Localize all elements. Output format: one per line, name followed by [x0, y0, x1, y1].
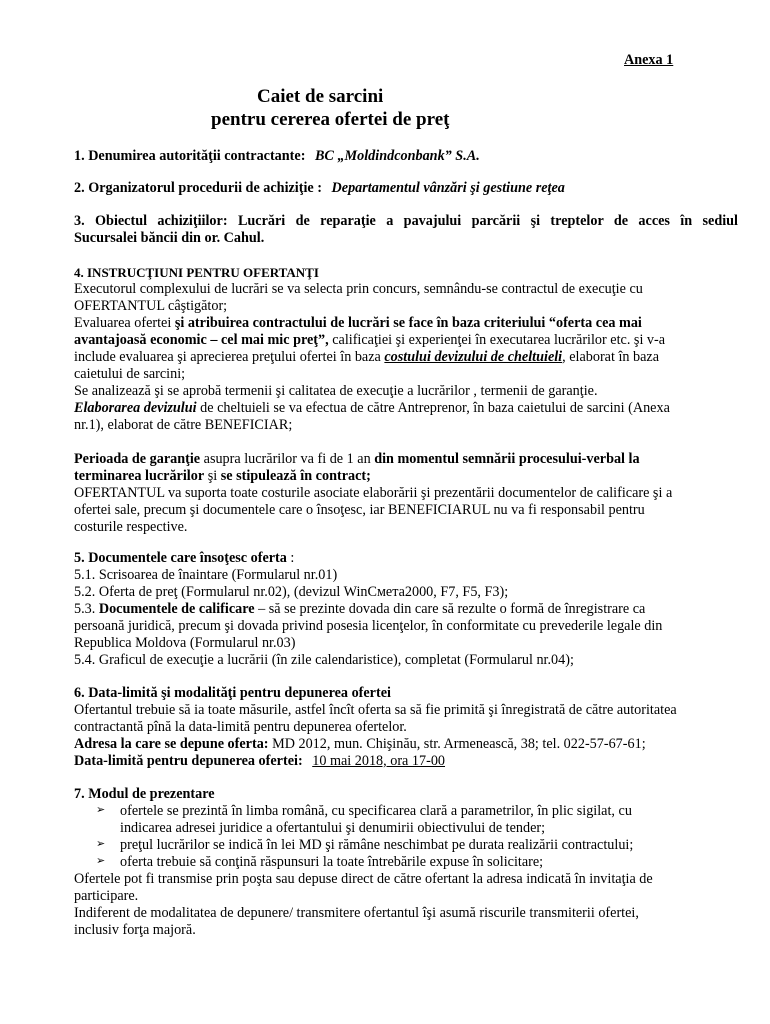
section-4-p6-line-2: ofertei sale, precum şi documentele care o însoţesc, iar BENEFICIARUL nu va fi responsabil pentru [74, 502, 645, 518]
section-7-bullet-1-line-1: ofertele se prezintă în limba română, cu specificarea clară a parametrilor, în plic sigilat, cu [120, 803, 632, 819]
warranty-label: Perioada de garanţie [74, 451, 201, 467]
award-criterion-text: şi atribuirea contractului de lucrări se face în baza criteriului “oferta cea mai [174, 315, 642, 331]
text-run: : [286, 550, 295, 566]
deadline-row [74, 753, 445, 770]
section-1-label: 1. Denumirea autorităţii contractante: [74, 148, 306, 164]
section-5-item-3-line-1 [74, 601, 645, 618]
warranty-emphasis: terminarea lucrărilor [74, 468, 205, 484]
award-criterion-text: avantajoasă economic – cel mai mic preţ”, [74, 332, 329, 348]
section-7-p1-line-2: participare. [74, 888, 139, 904]
text-run: asupra lucrărilor va fi de 1 an [203, 451, 371, 467]
warranty-emphasis: se stipulează în contract; [220, 468, 371, 484]
section-3-line-1 [74, 213, 738, 230]
section-1 [74, 148, 480, 165]
procurement-organizer: Departamentul vânzări şi gestiune reţea [331, 180, 565, 196]
warranty-emphasis: din momentul semnării procesului-verbal la [374, 451, 640, 467]
section-7-bullet-3: oferta trebuie să conţină răspunsuri la toate întrebările expuse în solicitare; [120, 854, 544, 870]
section-4-p6-line-1: OFERTANTUL va suporta toate costurile asociate elaborării şi prezentării documentelor de calificare şi a [74, 485, 673, 501]
text-run: calificaţiei şi experienţei în executarea lucrărilor etc. şi v-a [332, 332, 666, 348]
section-4-p2-line-4: caietului de sarcini; [74, 366, 186, 382]
text-run: de cheltuieli se va efectua de către Antreprenor, în baza caietului de sarcini (Anexa [200, 400, 670, 416]
bullet-arrow-icon: ➢ [96, 838, 106, 850]
section-2-label: 2. Organizatorul procedurii de achiziţie : [74, 180, 322, 196]
section-4-p5-line-1 [74, 451, 640, 468]
contracting-authority-name: BC „Moldindconbank” S.A. [314, 148, 480, 164]
bullet-arrow-icon: ➢ [96, 855, 106, 867]
bullet-arrow-icon: ➢ [96, 804, 106, 816]
section-7-p2-line-2: inclusiv forţa majoră. [74, 922, 196, 938]
document-title: Caiet de sarcini [257, 86, 384, 107]
section-4-p6-line-3: costurile respective. [74, 519, 188, 535]
text-run: – să se prezinte dovada din care să rezulte o formă de înregistrare ca [258, 601, 646, 617]
text-run: 5.3. [74, 601, 96, 617]
section-7-heading: 7. Modul de prezentare [74, 786, 215, 802]
section-7-bullet-1-line-2: indicarea adresei juridice a ofertantului şi denumirii obiectivului de tender; [120, 820, 546, 836]
section-7-p2-line-1: Indiferent de modalitatea de depunere/ transmitere ofertantul îşi asumă riscurile transmiterii ofertei, [74, 905, 639, 921]
section-6-line-2: contractantă pînă la data-limită pentru depunerea ofertelor. [74, 719, 407, 735]
section-4-p4-line-1 [74, 400, 670, 417]
section-4-p2-line-2 [74, 332, 665, 349]
document-subtitle: pentru cererea ofertei de preţ [211, 109, 450, 130]
section-5-heading: 5. Documentele care însoţesc oferta [74, 550, 287, 566]
deadline-label: Data-limită pentru depunerea ofertei: [74, 753, 303, 769]
section-4-p4-line-2: nr.1), elaborat de către BENEFICIAR; [74, 417, 293, 433]
section-4-p2-line-3 [74, 349, 659, 366]
procurement-object: Lucrări de reparaţie a pavajului parcării şi treptelor de acces în sediul [237, 213, 739, 229]
submission-address-label: Adresa la care se depune oferta: [74, 736, 269, 752]
section-4-p5-line-2 [74, 468, 371, 485]
submission-address-value: MD 2012, mun. Chişinău, str. Armenească, 38; tel. 022-57-67-61; [268, 736, 646, 752]
cost-estimate-emphasis: costului devizului de cheltuieli [384, 349, 563, 365]
section-7-bullet-2: preţul lucrărilor se indică în lei MD şi rămâne neschimbat pe durata realizării contractului; [120, 837, 634, 853]
deadline-value: 10 mai 2018, ora 17-00 [312, 753, 446, 769]
section-5-item-3-line-2: persoană juridică, precum şi dovada privind posesia licenţelor, în conformitate cu prevederile legale din [74, 618, 663, 634]
section-4-p3: Se analizează şi se aprobă termenii şi calitatea de execuţie a lucrărilor , termenii de garanţie. [74, 383, 598, 399]
section-5-heading-row [74, 550, 294, 567]
text-run: , elaborat în baza [562, 349, 660, 365]
text-run: Evaluarea ofertei [74, 315, 172, 331]
submission-address-row [74, 736, 646, 753]
section-6-line-1: Ofertantul trebuie să ia toate măsurile, astfel încît oferta sa să fie primită şi înregistrată de către autoritatea [74, 702, 677, 718]
text-run: şi [207, 468, 218, 484]
section-5-item-3-line-3: Republica Moldova (Formularul nr.03) [74, 635, 296, 651]
text-run: include evaluarea şi aprecierea preţului ofertei în baza [74, 349, 381, 365]
section-4-p1-line-2: OFERTANTUL câştigător; [74, 298, 228, 314]
section-6-heading: 6. Data-limită şi modalităţi pentru depunerea ofertei [74, 685, 391, 701]
annex-label: Anexa 1 [624, 52, 674, 68]
qualification-docs-label: Documentele de calificare [98, 601, 255, 617]
section-5-item-4: 5.4. Graficul de execuţie a lucrării (în zile calendaristice), completat (Formularul nr.04); [74, 652, 574, 668]
section-5-item-1: 5.1. Scrisoarea de înaintare (Formularul nr.01) [74, 567, 338, 583]
section-2 [74, 180, 565, 197]
section-3-line-2: Sucursalei băncii din or. Cahul. [74, 230, 265, 246]
section-7-p1-line-1: Ofertele pot fi transmise prin poşta sau depuse direct de către ofertant la adresa indicată în invitaţia de [74, 871, 653, 887]
section-4-heading: 4. INSTRUCŢIUNI PENTRU OFERTANŢI [74, 265, 319, 280]
section-5-item-2: 5.2. Oferta de preţ (Formularul nr.02), (devizul WinCмета2000, F7, F5, F3); [74, 584, 509, 600]
estimate-emphasis: Elaborarea devizului [74, 400, 197, 416]
section-3-label: 3. Obiectul achiziţiilor: [74, 213, 228, 229]
section-4-p2-line-1 [74, 315, 642, 332]
section-4-p1-line-1: Executorul complexului de lucrări se va selecta prin concurs, semnându-se contractul de execuţie cu [74, 281, 643, 297]
